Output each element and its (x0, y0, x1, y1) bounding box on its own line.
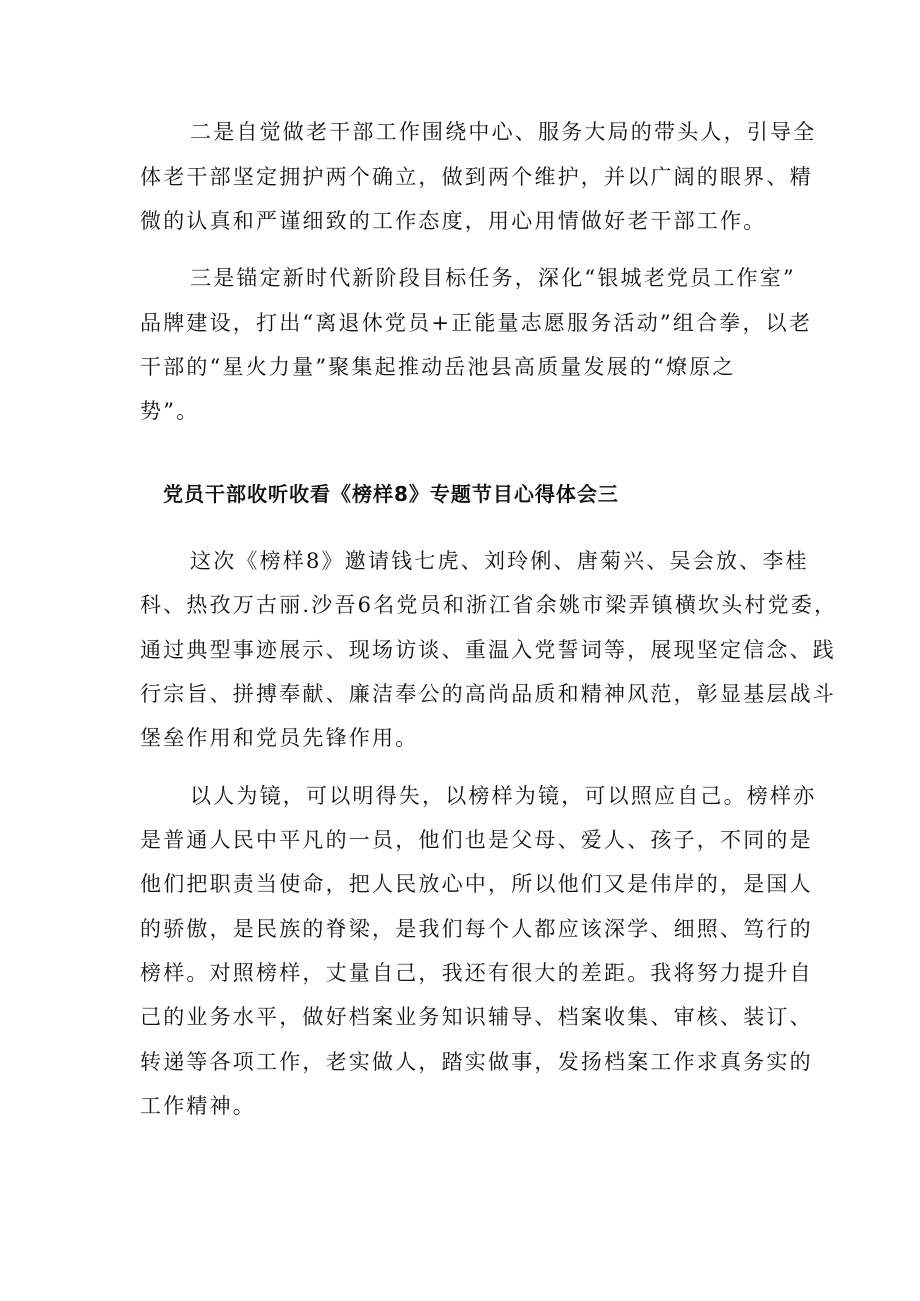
paragraph-1-line: 微的认真和严谨细致的工作态度，用心用情做好老干部工作。 (140, 209, 767, 233)
paragraph-4-line: 以人为镜，可以明得失，以榜样为镜，可以照应自己。榜样亦 (190, 784, 817, 808)
paragraph-2-line: 势”。 (140, 399, 200, 423)
paragraph-4-line: 转递等各项工作，老实做人，踏实做事，发扬档案工作求真务实的 (140, 1050, 813, 1074)
paragraph-3-line: 科、热孜万古丽.沙吾6名党员和浙江省余姚市梁弄镇横坎头村党委， (140, 593, 838, 617)
paragraph-3-line: 这次《榜样8》邀请钱七虎、刘玲俐、唐菊兴、吴会放、李桂 (190, 549, 809, 573)
paragraph-2-line: 品牌建设，打出“离退休党员+正能量志愿服务活动”组合拳，以老 (140, 311, 813, 335)
paragraph-4-line: 的骄傲，是民族的脊梁，是我们每个人都应该深学、细照、笃行的 (140, 917, 813, 941)
paragraph-3-line: 堡垒作用和党员先锋作用。 (140, 726, 419, 750)
paragraph-3-line: 行宗旨、拼搏奉献、廉洁奉公的高尚品质和精神风范，彰显基层战斗 (140, 682, 836, 706)
paragraph-2-line: 干部的“星火力量”聚集起推动岳池县高质量发展的“燎原之 (140, 355, 736, 379)
paragraph-3-line: 通过典型事迹展示、现场访谈、重温入党誓词等，展现坚定信念、践 (140, 638, 836, 662)
paragraph-1-line: 二是自觉做老干部工作围绕中心、服务大局的带头人，引导全 (190, 120, 817, 144)
paragraph-4-line: 他们把职责当使命，把人民放心中，所以他们又是伟岸的，是国人 (140, 872, 813, 896)
paragraph-1-line: 体老干部坚定拥护两个确立，做到两个维护，并以广阔的眼界、精 (140, 165, 813, 189)
section-title: 党员干部收听收看《榜样8》专题节目心得体会三 (163, 482, 619, 506)
paragraph-4-line: 己的业务水平，做好档案业务知识辅导、档案收集、审核、装订、 (140, 1005, 813, 1029)
paragraph-4-line: 榜样。对照榜样，丈量自己，我还有很大的差距。我将努力提升自 (140, 961, 813, 985)
paragraph-4-line: 工作精神。 (140, 1094, 256, 1118)
paragraph-2-line: 三是锚定新时代新阶段目标任务，深化“银城老党员工作室” (190, 266, 796, 290)
paragraph-4-line: 是普通人民中平凡的一员，他们也是父母、爱人、孩子，不同的是 (140, 828, 813, 852)
